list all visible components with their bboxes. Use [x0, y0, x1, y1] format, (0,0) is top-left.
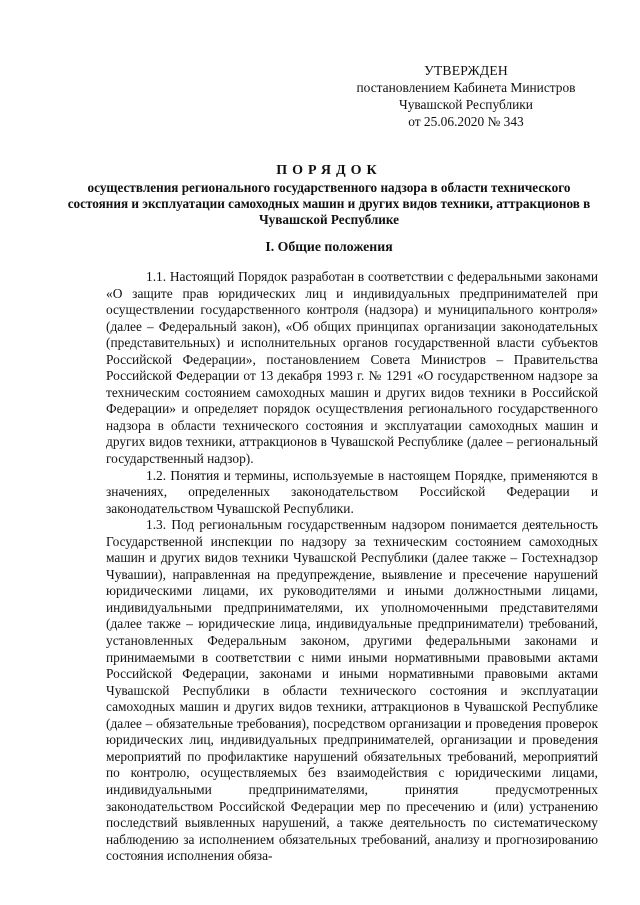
approval-line-resolution: постановлением Кабинета Министров — [356, 80, 576, 95]
document-subtitle: осуществления регионального государственного надзора в области технического состояния и эксплуатации самоходных машин и других видов техники, аттракционов в Чувашской Республике — [67, 180, 591, 227]
document-body — [106, 269, 598, 865]
approval-line-republic: Чувашской Республики — [399, 97, 533, 112]
approval-stamp — [336, 62, 596, 130]
paragraph-1-1: 1.1. Настоящий Порядок разработан в соответствии с федеральными законами «О защите прав юридических лиц и индивидуальных предпринимателей при осуществлении государственного контроля (надзора) и муниципального контроля» (далее – Федеральный закон), «Об общих принципах организации законодательных (представительных) и исполнительных органов государственной власти субъектов Российской Федерации», постановлением Совета Министров – Правительства Российской Федерации от 13 декабря 1993 г. № 1291 «О государственном надзоре за техническим состоянием самоходных машин и других видов техники в Российской Федерации» и определяет порядок осуществления регионального государственного надзора в области технического состояния и эксплуатации самоходных машин и других видов техники, аттракционов в Чувашской Республике (далее – региональный государственный надзор). — [106, 269, 598, 467]
paragraph-1-3: 1.3. Под региональным государственным надзором понимается деятельность Государственной инспекции по надзору за техническим состоянием самоходных машин и других видов техники Чувашской Республики (далее также – Гостехнадзор Чувашии), направленная на предупреждение, выявление и пресечение нарушений юридическими лицами, их руководителями и иными должностными лицами, индивидуальными предпринимателями, их уполномоченными представителями (далее также – юридические лица, индивидуальные предприниматели) требований, установленных Федеральным законом, другими федеральными законами и принимаемыми в соответствии с ними иными нормативными правовыми актами Российской Федерации, законами и иными нормативными правовыми актами Чувашской Республики в области технического состояния и эксплуатации самоходных машин и других видов техники, аттракционов в Чувашской Республике (далее – обязательные требования), посредством организации и проведения проверок юридических лиц, индивидуальных предпринимателей, организации и проведения мероприятий по профилактике нарушений обязательных требований, мероприятий по контролю, осуществляемых без взаимодействия с юридическими лицами, индивидуальными предпринимателями, принятия предусмотренных законодательством Российской Федерации мер по пресечению и (или) устранению последствий выявленных нарушений, а также деятельность по систематическому наблюдению за исполнением обязательных требований, анализу и прогнозированию состояния исполнения обяза- — [106, 517, 598, 864]
section-heading: I. Общие положения — [265, 239, 393, 254]
approval-heading: УТВЕРЖДЕН — [424, 63, 508, 78]
approval-line-date-number: от 25.06.2020 № 343 — [408, 114, 524, 129]
document-title: ПОРЯДОК — [276, 163, 382, 178]
document-title-block — [60, 162, 598, 228]
paragraph-1-2: 1.2. Понятия и термины, используемые в настоящем Порядке, применяются в значениях, определенных законодательством Российской Федерации и законодательством Чувашской Республики. — [106, 467, 598, 516]
